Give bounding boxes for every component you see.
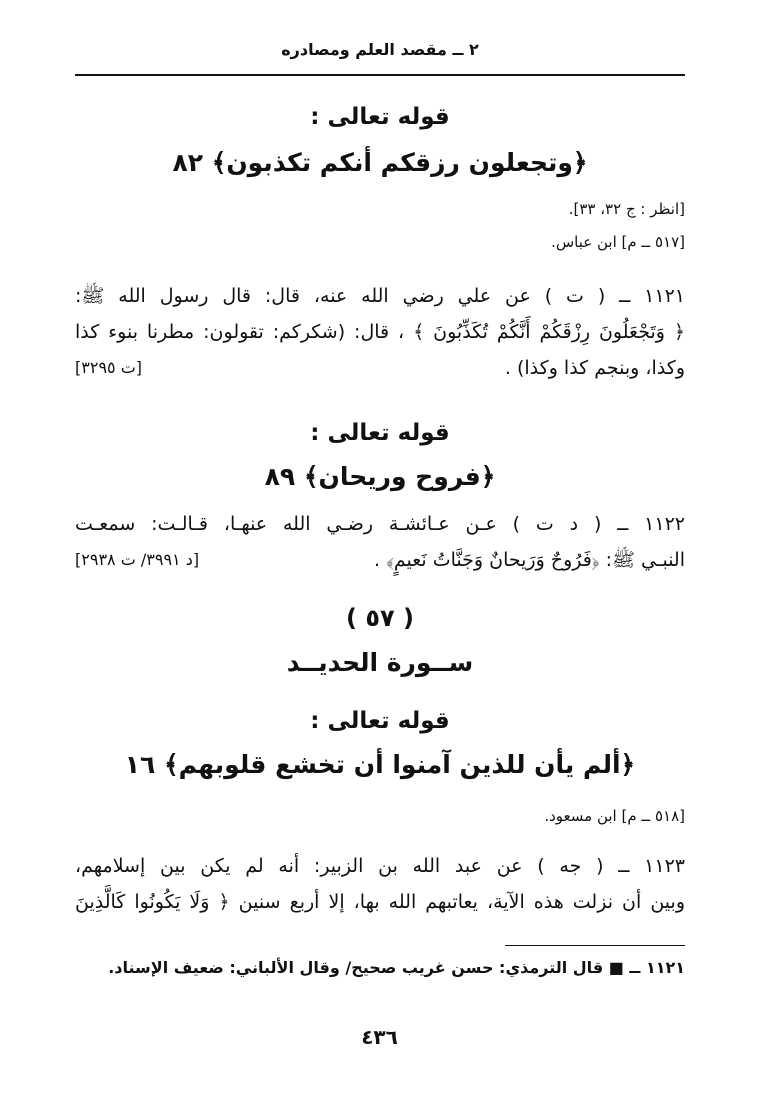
hadith-1123 <box>75 848 685 920</box>
header-rule <box>75 74 685 76</box>
heading-qawl-1: قوله تعالى : <box>310 104 450 130</box>
ayah-heading-1: ﴿وتجعلون رزقكم أنكم تكذبون﴾ ٨٢ <box>172 148 588 177</box>
surah-number: ( ٥٧ ) <box>346 604 414 632</box>
hadith-1121-line-1: ١١٢١ ــ ( ت ) عن علي رضي الله عنه، قال: قال رسول الله ﷺ: <box>75 285 685 307</box>
page-number: ٤٣٦ <box>361 1025 398 1049</box>
reference-see: [انظر : ج ٣٢، ٣٣]. <box>568 200 685 218</box>
hadith-1121-source: [ت ٣٢٩٥] <box>75 358 143 377</box>
hadith-1122-line-2: النبـي ﷺ: ﴿فَرُوحٌ وَرَيحانٌ وَجَنَّاتُ نَعيمٍ﴾ . <box>373 549 685 571</box>
footnote-1121: ١١٢١ ــ ■ قال الترمذي: حسن غريب صحيح/ وقال الألباني: ضعيف الإسناد. <box>108 958 685 977</box>
surah-title: ســورة الحديــد <box>286 648 474 677</box>
hadith-1121-line-3: وكذا، وبنجم كذا وكذا) . <box>504 357 685 379</box>
ayah-heading-3: ﴿ألم يأن للذين آمنوا أن تخشع قلوبهم﴾ ١٦ <box>124 750 636 779</box>
ayah-heading-2: ﴿فروح وريحان﴾ ٨٩ <box>264 462 496 491</box>
hadith-1122-line-1: ١١٢٢ ــ ( د ت ) عـن عـائشـة رضـي الله عنهـا، قـالـت: سمعـت <box>75 513 685 535</box>
running-head: ٢ ــ مقصد العلم ومصادره <box>281 40 479 59</box>
hadith-1121-line-2: ﴿ وَتَجْعَلُونَ رِزْقَكُمْ أَنَّكُمْ تُكَذِّبُونَ ﴾ ، قال: (شكركم: تقولون: مطرنا بنوء كذا <box>75 321 685 343</box>
hadith-1123-line-1: ١١٢٣ ــ ( جه ) عن عبد الله بن الزبير: أنه لم يكن بين إسلامهم، <box>75 855 685 877</box>
reference-518: [٥١٨ ــ م] ابن مسعود. <box>544 807 685 825</box>
hadith-1122-source: [د ٣٩٩١/ ت ٢٩٣٨] <box>75 550 200 569</box>
hadith-1123-line-2: وبين أن نزلت هذه الآية، يعاتبهم الله بها، إلا أربع سنين ﴿ وَلَا يَكُونُوا كَالَّذِينَ <box>75 891 685 913</box>
heading-qawl-3: قوله تعالى : <box>310 708 450 734</box>
heading-qawl-2: قوله تعالى : <box>310 420 450 446</box>
footnote-rule <box>505 945 685 946</box>
hadith-1121 <box>75 278 685 386</box>
reference-517: [٥١٧ ــ م] ابن عباس. <box>551 233 685 251</box>
hadith-1122 <box>75 506 685 578</box>
